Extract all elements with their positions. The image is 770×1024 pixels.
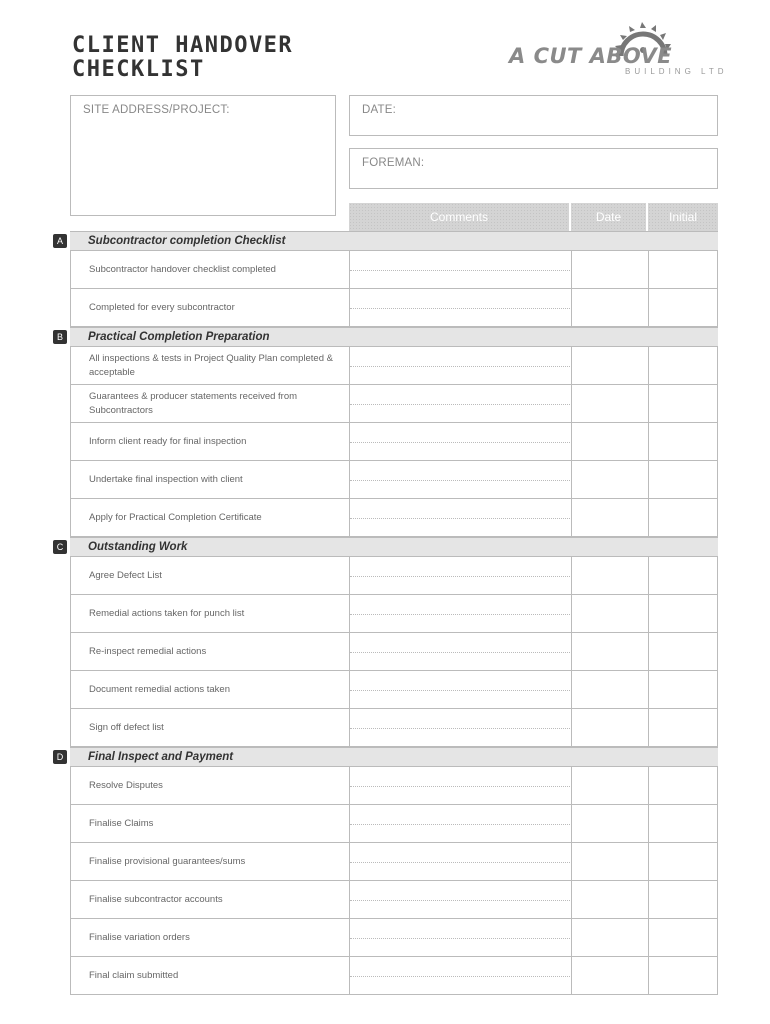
date-cell[interactable] [571,595,649,632]
initial-cell[interactable] [648,805,719,842]
checklist-item-label: Apply for Practical Completion Certificate [89,511,262,523]
checklist-item-label: Final claim submitted [89,969,179,981]
checklist-row [70,557,718,595]
checklist-row [70,633,718,671]
checklist-row [70,595,718,633]
checklist-item-label: Undertake final inspection with client [89,473,243,485]
checklist-row [70,385,718,423]
site-address-field[interactable] [70,95,336,216]
checklist-row [70,767,718,805]
comments-cell[interactable] [349,595,572,632]
initial-cell[interactable] [648,633,719,670]
date-cell[interactable] [571,251,649,288]
date-field[interactable] [349,95,718,136]
date-cell[interactable] [571,423,649,460]
date-cell[interactable] [571,347,649,384]
initial-cell[interactable] [648,499,719,536]
initial-cell[interactable] [648,347,719,384]
date-cell[interactable] [571,843,649,880]
checklist-item-label: Inform client ready for final inspection [89,435,247,447]
column-headers [70,203,718,231]
checklist-row [70,805,718,843]
checklist-item-label: Re-inspect remedial actions [89,645,207,657]
initial-cell[interactable] [648,557,719,594]
checklist-item-label: Document remedial actions taken [89,683,230,695]
title-line-1: CLIENT HANDOVER [72,33,294,58]
checklist-row [70,671,718,709]
checklist-row [70,881,718,919]
date-cell[interactable] [571,499,649,536]
initial-cell[interactable] [648,957,719,994]
date-cell[interactable] [571,557,649,594]
initial-cell[interactable] [648,919,719,956]
checklist-item-label: Subcontractor handover checklist completed [89,263,276,275]
initial-cell[interactable] [648,843,719,880]
date-cell[interactable] [571,709,649,746]
checklist-row [70,919,718,957]
date-cell[interactable] [571,461,649,498]
initial-cell[interactable] [648,461,719,498]
section-title: Final Inspect and Payment [88,751,234,763]
checklist-item-label: Completed for every subcontractor [89,301,235,313]
company-logo [505,20,728,82]
column-header-date: Date [571,203,646,231]
section-title: Subcontractor completion Checklist [88,235,286,247]
checklist-item-label: Finalise variation orders [89,931,190,943]
section-header [56,327,718,347]
date-cell[interactable] [571,385,649,422]
comments-cell[interactable] [349,423,572,460]
date-cell[interactable] [571,805,649,842]
checklist-row [70,251,718,289]
checklist-item-label: Finalise subcontractor accounts [89,893,223,905]
title-line-2: CHECKLIST [72,57,205,82]
comments-cell[interactable] [349,499,572,536]
section-title: Outstanding Work [88,541,188,553]
column-header-initial: Initial [648,203,718,231]
comments-cell[interactable] [349,671,572,708]
checklist-row [70,289,718,327]
comments-cell[interactable] [349,251,572,288]
foreman-field[interactable] [349,148,718,189]
checklist-item-label: Finalise Claims [89,817,154,829]
comments-cell[interactable] [349,767,572,804]
checklist-row [70,709,718,747]
initial-cell[interactable] [648,709,719,746]
comments-cell[interactable] [349,919,572,956]
checklist-row [70,957,718,995]
date-cell[interactable] [571,881,649,918]
section-letter-badge: C [53,540,67,554]
checklist-item-label: Remedial actions taken for punch list [89,607,245,619]
initial-cell[interactable] [648,767,719,804]
foreman-label: FOREMAN: [362,157,425,169]
section-header [56,537,718,557]
initial-cell[interactable] [648,595,719,632]
comments-cell[interactable] [349,957,572,994]
comments-cell[interactable] [349,633,572,670]
comments-cell[interactable] [349,557,572,594]
checklist-item-label: Finalise provisional guarantees/sums [89,855,246,867]
comments-cell[interactable] [349,709,572,746]
section-letter-badge: B [53,330,67,344]
date-cell[interactable] [571,633,649,670]
date-cell[interactable] [571,671,649,708]
initial-cell[interactable] [648,423,719,460]
checklist-table [56,203,718,995]
checklist-row [70,423,718,461]
comments-cell[interactable] [349,461,572,498]
checklist-item-label: All inspections & tests in Project Quality Plan completed & acceptable [89,352,333,378]
logo-subtext: BUILDING LTD [625,67,728,76]
date-cell[interactable] [571,767,649,804]
section-title: Practical Completion Preparation [88,331,270,343]
date-cell[interactable] [571,289,649,326]
checklist-row [70,499,718,537]
section-header [56,231,718,251]
comments-cell[interactable] [349,347,572,384]
comments-cell[interactable] [349,805,572,842]
comments-cell[interactable] [349,843,572,880]
initial-cell[interactable] [648,385,719,422]
checklist-item-label: Resolve Disputes [89,779,163,791]
initial-cell[interactable] [648,251,719,288]
section-letter-badge: D [53,750,67,764]
checklist-sections [56,231,718,995]
initial-cell[interactable] [648,671,719,708]
section-letter-badge: A [53,234,67,248]
site-address-label: SITE ADDRESS/PROJECT: [83,104,230,116]
checklist-row [70,843,718,881]
initial-cell[interactable] [648,289,719,326]
section-header [56,747,718,767]
checklist-item-label: Agree Defect List [89,569,162,581]
checklist-row [70,461,718,499]
date-cell[interactable] [571,957,649,994]
comments-cell[interactable] [349,385,572,422]
checklist-row [70,347,718,385]
date-cell[interactable] [571,919,649,956]
comments-cell[interactable] [349,881,572,918]
column-header-comments: Comments [349,203,569,231]
comments-cell[interactable] [349,289,572,326]
checklist-item-label: Guarantees & producer statements received from Subcontractors [89,390,298,416]
initial-cell[interactable] [648,881,719,918]
date-label: DATE: [362,104,397,116]
logo-wordmark: A CUT ABOVE [509,44,673,68]
page-title [72,34,293,82]
checklist-item-label: Sign off defect list [89,721,164,733]
